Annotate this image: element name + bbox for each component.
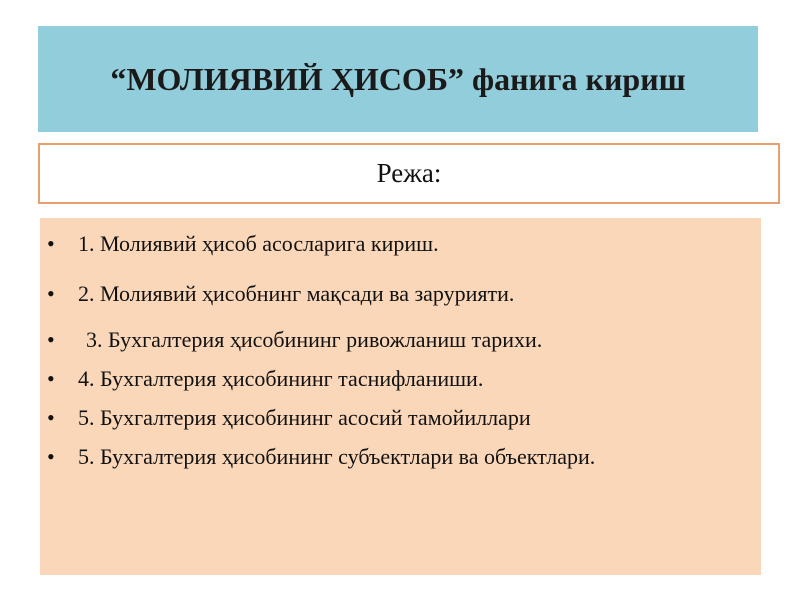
content-panel: [40, 218, 761, 575]
list-item-text: 1. Молиявий ҳисоб асосларига кириш.: [78, 231, 439, 256]
bullet-icon: •: [47, 366, 55, 391]
plan-box: [38, 143, 780, 204]
bullet-icon: •: [47, 231, 55, 256]
slide-title: “МОЛИЯВИЙ ҲИСОБ” фанига кириш: [110, 60, 686, 97]
list-item: [40, 327, 761, 353]
list-item-text: 3. Бухгалтерия ҳисобининг ривожланиш тарихи.: [86, 327, 543, 352]
list-item-text: 4. Бухгалтерия ҳисобининг таснифланиши.: [78, 366, 484, 391]
list-item: [40, 231, 761, 257]
list-item: [40, 405, 761, 431]
list-item-text: 2. Молиявий ҳисобнинг мақсади ва зарурияти.: [78, 281, 515, 306]
list-item: [40, 281, 761, 307]
list-item-text: 5. Бухгалтерия ҳисобининг асосий тамойиллари: [78, 405, 531, 430]
title-banner: [38, 26, 758, 132]
list-item-text: 5. Бухгалтерия ҳисобининг субъектлари ва объектлари.: [78, 444, 596, 469]
bullet-icon: •: [47, 405, 55, 430]
list-item: [40, 366, 761, 392]
list-item: [40, 444, 761, 470]
bullet-list: [40, 218, 761, 575]
bullet-icon: •: [47, 281, 55, 306]
bullet-icon: •: [47, 327, 55, 352]
plan-label: Режа:: [376, 158, 442, 188]
bullet-icon: •: [47, 444, 55, 469]
